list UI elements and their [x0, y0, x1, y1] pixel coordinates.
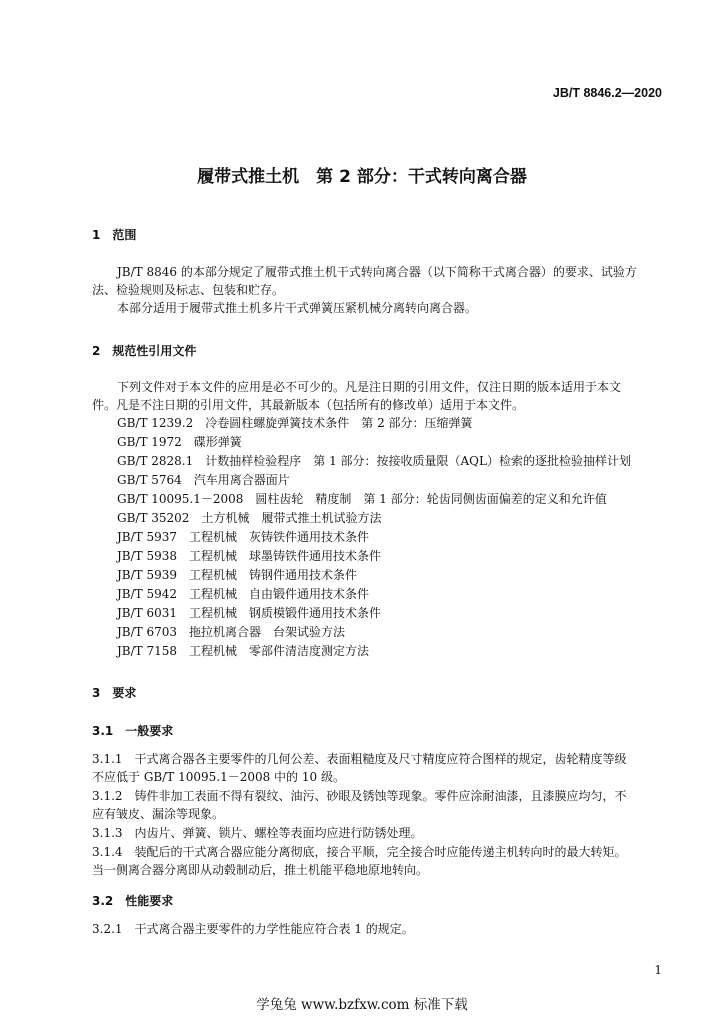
document-title: 履带式推土机 第 2 部分：干式转向离合器 [197, 167, 527, 187]
reference-item: GB/T 1972 碟形弹簧 [117, 435, 242, 449]
subsection-heading-performance: 3.2 性能要求 [92, 894, 174, 908]
reference-item: JB/T 6703 拖拉机离合器 台架试验方法 [117, 625, 346, 639]
clause-3-1-2-line: 应有皱皮、漏涂等现象。 [92, 807, 225, 821]
subsection-heading-general: 3.1 一般要求 [92, 724, 174, 738]
references-intro-line: 件。凡是不注日期的引用文件，其最新版本（包括所有的修改单）适用于本文件。 [92, 398, 525, 412]
scope-paragraph-line: 本部分适用于履带式推土机多片干式弹簧压紧机械分离转向离合器。 [117, 301, 478, 315]
clause-3-1-1-line: 3.1.1 干式离合器各主要零件的几何公差、表面粗糙度及尺寸精度应符合图样的规定，齿轮精度等级 [92, 752, 627, 766]
reference-item: GB/T 2828.1 计数抽样检验程序 第 1 部分：按接收质量限（AQL）检索的逐批检验抽样计划 [117, 454, 631, 468]
reference-item: JB/T 5942 工程机械 自由锻件通用技术条件 [117, 587, 370, 601]
clause-3-1-4-line: 3.1.4 装配后的干式离合器应能分离彻底，接合平顺，完全接合时应能传递主机转向时的最大转矩。 [92, 845, 627, 859]
reference-item: GB/T 5764 汽车用离合器面片 [117, 473, 290, 487]
section-heading-requirements: 3 要求 [92, 686, 137, 700]
reference-item: JB/T 5938 工程机械 球墨铸铁件通用技术条件 [117, 549, 382, 563]
reference-item: GB/T 1239.2 冷卷圆柱螺旋弹簧技术条件 第 2 部分：压缩弹簧 [117, 416, 473, 430]
reference-item: JB/T 5939 工程机械 铸钢件通用技术条件 [117, 568, 358, 582]
clause-3-1-2-line: 3.1.2 铸件非加工表面不得有裂纹、油污、砂眼及锈蚀等现象。零件应涂耐油漆，且漆膜应均匀，不 [92, 789, 627, 803]
reference-item: GB/T 35202 土方机械 履带式推土机试验方法 [117, 511, 382, 525]
standard-number: JB/T 8846.2—2020 [552, 86, 662, 100]
reference-item: JB/T 5937 工程机械 灰铸铁件通用技术条件 [117, 530, 370, 544]
clause-3-2-1: 3.2.1 干式离合器主要零件的力学性能应符合表 1 的规定。 [92, 922, 414, 936]
section-heading-scope: 1 范围 [92, 228, 137, 242]
scope-paragraph-line: 法、检验规则及标志、包装和贮存。 [92, 283, 285, 297]
clause-3-1-3: 3.1.3 内齿片、弹簧、锁片、螺栓等表面均应进行防锈处理。 [92, 826, 423, 840]
clause-3-1-4-line: 当一侧离合器分离即从动毂制动后，推土机能平稳地原地转向。 [92, 863, 429, 877]
section-heading-normative-references: 2 规范性引用文件 [92, 344, 197, 358]
clause-3-1-1-line: 不应低于 GB/T 10095.1－2008 中的 10 级。 [92, 770, 345, 784]
reference-item: GB/T 10095.1－2008 圆柱齿轮 精度制 第 1 部分：轮齿同侧齿面偏差的定义和允许值 [117, 492, 607, 506]
scope-paragraph-line: JB/T 8846 的本部分规定了履带式推土机干式转向离合器（以下简称干式离合器）的要求、试验方 [117, 265, 637, 279]
page-number: 1 [654, 963, 662, 977]
reference-item: JB/T 6031 工程机械 钢质模锻件通用技术条件 [117, 606, 382, 620]
references-intro-line: 下列文件对于本文件的应用是必不可少的。凡是注日期的引用文件，仅注日期的版本适用于本文 [117, 380, 622, 394]
reference-item: JB/T 7158 工程机械 零部件清洁度测定方法 [117, 644, 370, 658]
footer-watermark-text: 学兔兔 www.bzfxw.com 标准下载 [256, 997, 468, 1013]
